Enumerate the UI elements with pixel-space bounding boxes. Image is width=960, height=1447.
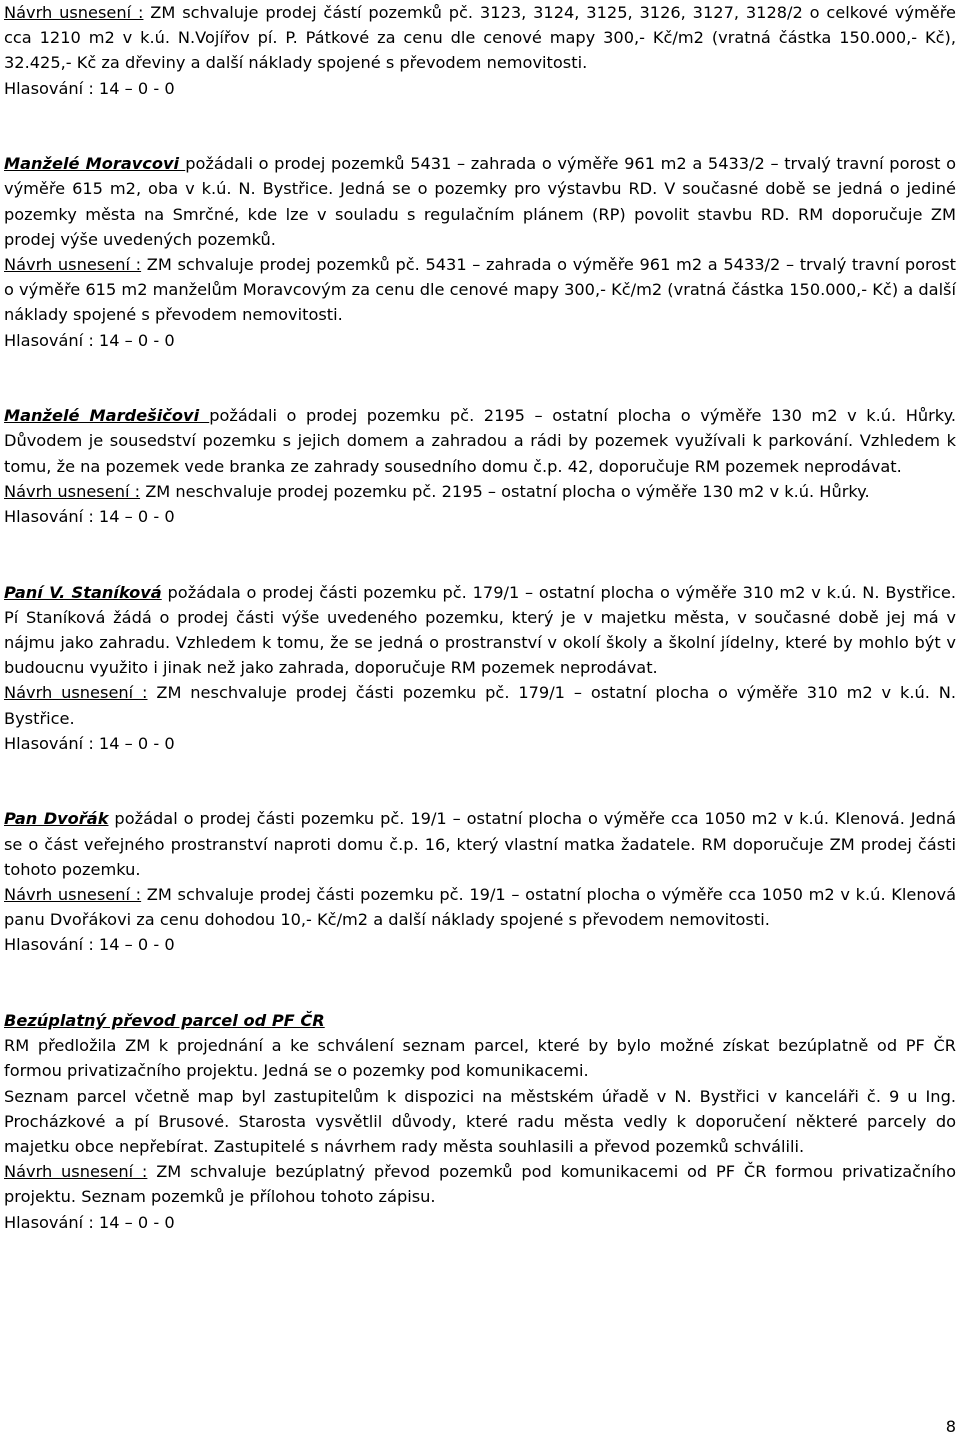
text-run: Seznam parcel včetně map byl zastupitelům k dispozici na městském úřadě v N. Bystřici v kanceláři č. 9 u Ing. Procházkové a pí Brusové. Starosta vysvětlil důvody, které radu města vedly k doporučení některé parcely do majetku obce nepřebírat. Zastupitelé s návrhem rady města souhlasili a převod pozemků schválili.: [4, 1086, 956, 1156]
text-run: ZM schvaluje bezúplatný převod pozemků pod komunikacemi od PF ČR formou privatizačního projektu. Seznam pozemků je přílohou tohoto zápisu.: [4, 1162, 956, 1207]
paragraph: [4, 252, 956, 328]
heading-name: Paní V. Staníková: [4, 582, 162, 602]
block-spacer: [4, 529, 956, 554]
paragraph: [4, 1210, 956, 1235]
text-run: ZM schvaluje prodej pozemků pč. 5431 – zahrada o výměře 961 m2 a 5433/2 – trvalý travní porost o výměře 615 m2 manželům Moravcovým za cenu dle cenové mapy 300,- Kč/m2 (vratná částka 150.000,- Kč) a další náklady spojené s převodem nemovitosti.: [4, 255, 957, 325]
heading-name: Manželé Mardešičovi: [4, 406, 210, 426]
paragraph: [4, 1033, 956, 1083]
block-spacer: [4, 101, 956, 126]
block-spacer: [4, 756, 956, 781]
resolution-block: [4, 151, 956, 353]
text-run: Hlasování : 14 – 0 - 0: [4, 78, 175, 98]
block-spacer: [4, 378, 956, 403]
block-spacer: [4, 353, 956, 378]
paragraph: [4, 580, 956, 681]
paragraph: [4, 1159, 956, 1209]
paragraph: [4, 151, 956, 252]
text-run: Hlasování : 14 – 0 - 0: [4, 935, 175, 955]
resolution-block: [4, 1008, 956, 1235]
block-spacer: [4, 126, 956, 151]
paragraph: [4, 806, 956, 882]
text-run: požádali o prodej pozemku pč. 2195 – ostatní plocha o výměře 130 m2 v k.ú. Hůrky. Důvodem je sousedství pozemku s jejich domem a zahradou a rádi by pozemek využívali k parkování. Vzhledem k tomu, že na pozemek vede branka ze zahrady sousedního domu č.p. 42, doporučuje RM pozemek neprodávat.: [4, 406, 957, 476]
text-run: požádala o prodej části pozemku pč. 179/1 – ostatní plocha o výměře 310 m2 v k.ú. N. Bystřice. Pí Staníková žádá o prodej části výše uvedeného pozemku, který je v majetku města, v současné době jej má v nájmu jako zahradu. Vzhledem k tomu, že se jedná o prostranství v okolí školy a školní jídelny, které by mohlo být v budoucnu využito i jinak než jako zahrada, doporučuje RM pozemek neprodávat.: [4, 582, 956, 678]
heading-name: Pan Dvořák: [4, 809, 109, 829]
paragraph: [4, 0, 956, 76]
heading-name: Bezúplatný převod parcel od PF ČR: [4, 1010, 325, 1030]
resolution-label: Návrh usnesení :: [4, 683, 148, 703]
text-run: Hlasování : 14 – 0 - 0: [4, 507, 175, 526]
paragraph: [4, 328, 956, 353]
resolution-label: Návrh usnesení :: [4, 481, 141, 501]
block-spacer: [4, 781, 956, 806]
paragraph: [4, 403, 956, 479]
text-run: RM předložila ZM k projednání a ke schválení seznam parcel, které by bylo možné získat bezúplatně od PF ČR formou privatizačního projektu. Jedná se o pozemky pod komunikacemi.: [4, 1036, 956, 1081]
resolution-label: Návrh usnesení :: [4, 1162, 148, 1182]
heading-name: Manželé Moravcovi: [4, 154, 186, 174]
block-spacer: [4, 983, 956, 1008]
paragraph: [4, 76, 956, 101]
paragraph: [4, 1084, 956, 1160]
text-run: ZM neschvaluje prodej části pozemku pč. 179/1 – ostatní plocha o výměře 310 m2 v k.ú. N. Bystřice.: [4, 683, 957, 728]
block-spacer: [4, 554, 956, 579]
text-run: Hlasování : 14 – 0 - 0: [4, 1212, 175, 1232]
resolution-label: Návrh usnesení :: [4, 255, 142, 274]
text-run: Hlasování : 14 – 0 - 0: [4, 330, 175, 350]
text-run: ZM schvaluje prodej části pozemku pč. 19/1 – ostatní plocha o výměře cca 1050 m2 v k.ú. Klenová panu Dvořákovi za cenu dohodou 10,- Kč/m2 a další náklady spojené s převodem nemovitosti.: [4, 884, 956, 930]
resolution-block: [4, 0, 956, 101]
paragraph: [4, 504, 956, 529]
paragraph: [4, 882, 956, 932]
document-page: [4, 0, 956, 1235]
resolution-block: [4, 403, 956, 529]
text-run: ZM neschvaluje prodej pozemku pč. 2195 – ostatní plocha o výměře 130 m2 v k.ú. Hůrky.: [140, 481, 870, 501]
resolution-label: Návrh usnesení :: [4, 3, 144, 22]
paragraph: [4, 932, 956, 957]
resolution-block: [4, 580, 956, 756]
resolution-label: Návrh usnesení :: [4, 884, 142, 904]
paragraph: [4, 680, 956, 730]
text-run: požádali o prodej pozemků 5431 – zahrada o výměře 961 m2 a 5433/2 – trvalý travní porost o výměře 615 m2, oba v k.ú. N. Bystřice. Jedná se o pozemky pro výstavbu RD. V současné době se jedná o jediné pozemky města na Smrčné, kde lze v souladu s regulačním plánem (RP) povolit stavbu RD. RM doporučuje ZM prodej výše uvedených pozemků.: [4, 154, 956, 249]
paragraph: [4, 731, 956, 756]
resolution-block: [4, 806, 956, 957]
text-run: Hlasování : 14 – 0 - 0: [4, 733, 175, 753]
paragraph: [4, 1008, 956, 1033]
paragraph: [4, 479, 956, 504]
text-run: požádal o prodej části pozemku pč. 19/1 – ostatní plocha o výměře cca 1050 m2 v k.ú. Klenová. Jedná se o část veřejného prostranství naproti domu č.p. 16, který vlastní matka žadatele. RM doporučuje ZM prodej části tohoto pozemku.: [4, 809, 956, 879]
page-number: 8: [945, 1417, 956, 1436]
text-run: ZM schvaluje prodej částí pozemků pč. 3123, 3124, 3125, 3126, 3127, 3128/2 o celkové výměře cca 1210 m2 v k.ú. N.Vojířov pí. P. Pátkové za cenu dle cenové mapy 300,- Kč/m2 (vratná částka 150.000,- Kč), 32.425,- Kč za dřeviny a další náklady spojené s převodem nemovitosti.: [4, 3, 956, 73]
block-spacer: [4, 958, 956, 983]
